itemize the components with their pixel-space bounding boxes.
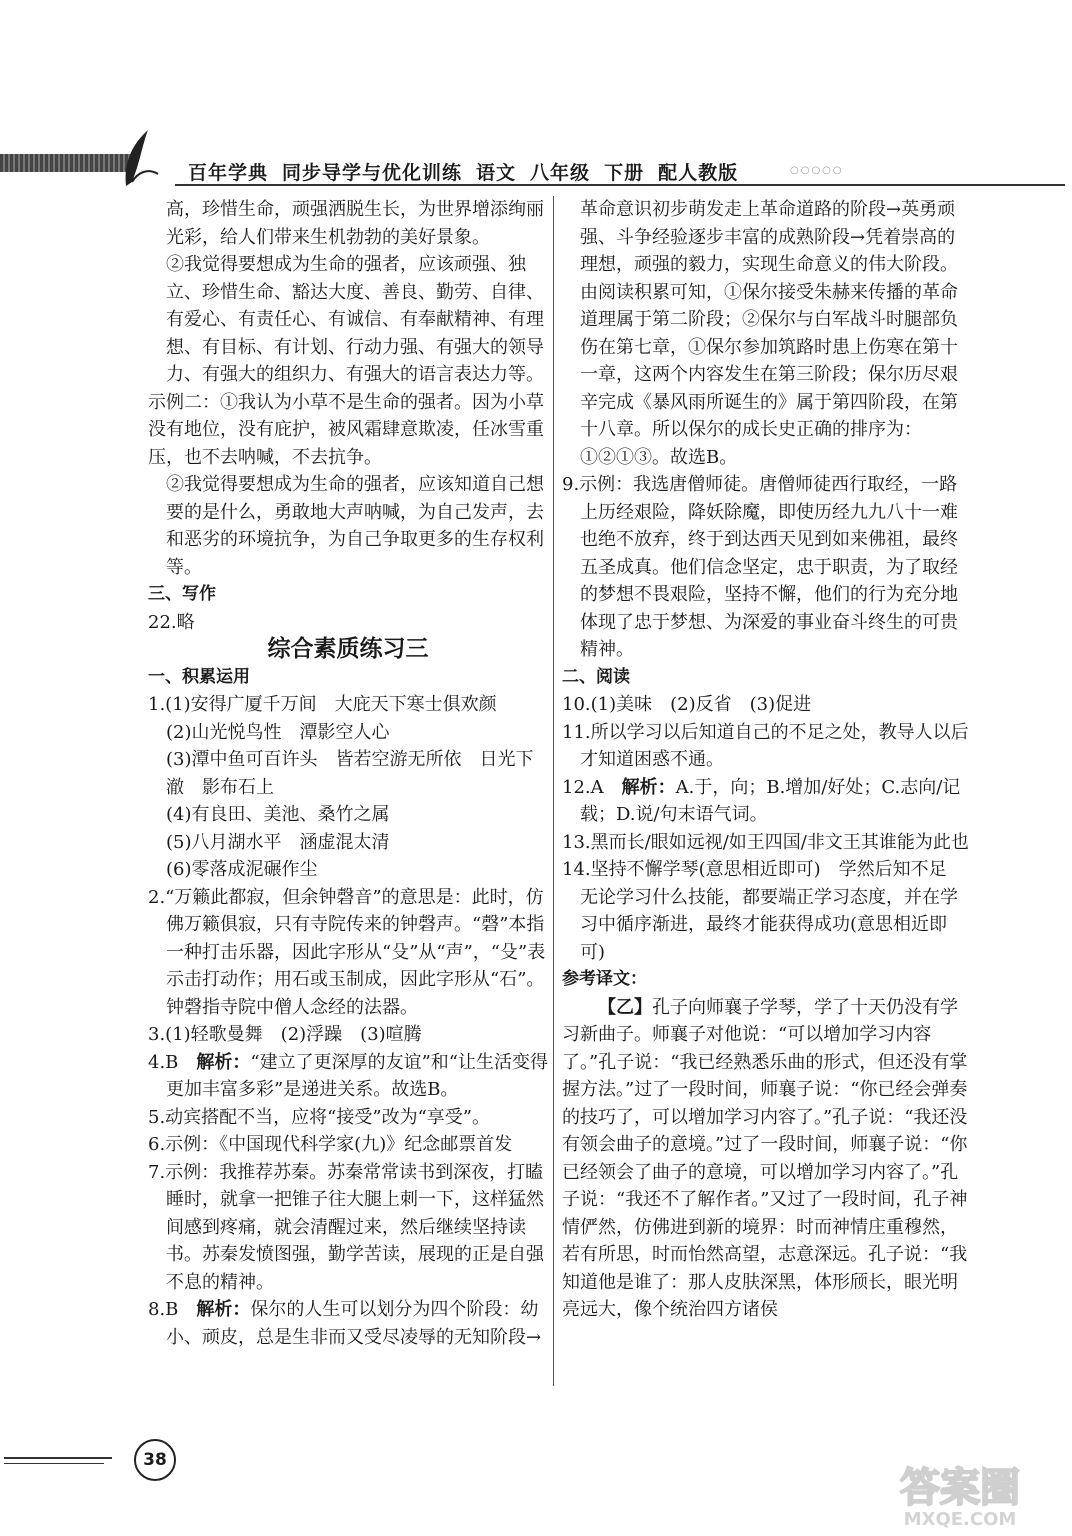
section-heading: 一、积累运用 — [148, 666, 250, 687]
answer-text: ②我觉得要想成为生命的强者，应该顽强、独立、珍惜生命、豁达大度、善良、勤劳、自律、有爱心、有责任心、有诚信、有奉献精神、有理想、有目标、有计划、行动力强、有强大的领导力、有强大的组织力、有强大的语言表达力等。 — [166, 254, 544, 385]
answer-subitem: (4)有良田、美池、桑竹之属 — [166, 804, 390, 825]
answer-item: 10.(1)美味 (2)反省 (3)促进 — [562, 694, 812, 715]
reference-text: 孔子向师襄子学琴，学了十天仍没有学习新曲子。师襄子对他说：“可以增加学习内容了。”孔子说：“我已经熟悉乐曲的形式，但还没有掌握方法。”过了一段时间，师襄子说：“你已经会弹奏的技巧了，可以增加学习内容了。”孔子说：“我还没有领会曲子的意境。”过了一段时间，师襄子说：“你已经领会了曲子的意境，可以增加学习内容了。”孔子说：“我还不了解作者。”又过了一段时间，孔子神情俨然，仿佛进到新的境界：时而神情庄重穆然，若有所思，时而怡然高望，志意深远。孔子说：“我知道他是谁了：那人皮肤深黑，体形颀长，眼光明亮远大，像个统治四方诸侯 — [562, 996, 968, 1320]
svg-text:答案圈: 答案圈 — [900, 1465, 1020, 1511]
section-heading: 三、写作 — [148, 584, 216, 604]
page-number: 38 — [134, 1439, 176, 1481]
analysis-label: 解析： — [196, 1051, 251, 1073]
header-subject: 语文 — [476, 162, 517, 184]
answer-text: 示例二：①我认为小草不是生命的强者。因为小草没有地位，没有庇护，被风霜肆意欺凌，任冰雪重压，也不去呐喊，不去抗争。 — [148, 391, 544, 468]
header-rule — [175, 184, 1065, 186]
right-column — [562, 196, 972, 1324]
answer-item — [148, 1049, 548, 1104]
answer-item — [562, 774, 972, 829]
answer-item — [148, 1296, 548, 1351]
header-series: 同步导学与优化训练 — [282, 162, 463, 184]
answer-subitem: (5)八月湖水平 涵虚混太清 — [166, 831, 390, 853]
answer-item: 2.“万籁此都寂，但余钟磬音”的意思是：此时，仿佛万籁俱寂，只有寺院传来的钟磬声。“磬”本指一种打击乐器，因此字形从“殳”从“声”，“殳”表示击打动作；用石或玉制成，因此字形从“石”。钟磬指寺院中僧人念经的法器。 — [148, 886, 546, 1018]
analysis-text: “建立了更深厚的友谊”和“让生活变得更加丰富多彩”是递进关系。故选B。 — [166, 1051, 549, 1100]
analysis-text: 保尔的人生可以划分为四个阶段：幼小、顽皮，总是生非而又受尽凌辱的无知阶段→ — [166, 1299, 542, 1348]
analysis-label: 解析： — [196, 1299, 251, 1320]
answer-item: 9.示例：我选唐僧师徒。唐僧师徒西行取经，一路上历经艰险，降妖除魔，即使历经九九八十一难也绝不放弃，终于到达西天见到如来佛祖，最终五圣成真。他们信念坚定，忠于职责，为了取经的梦想不畏艰险，坚持不懈，他们的行为充分地体现了忠于梦想、为深爱的事业奋斗终生的可贵精神。 — [562, 474, 958, 660]
header-stripe — [0, 154, 130, 172]
answer-item: 14.坚持不懈学琴(意思相近即可) 学然后知不足 无论学习什么技能，都要端正学习态度，并在学习中循序渐进，最终才能获得成功(意思相近即可) — [562, 859, 965, 963]
quill-pen-icon — [118, 128, 162, 188]
answer-text: ②我觉得要想成为生命的强者，应该知道自己想要的是什么，勇敢地大声呐喊，为自己发声，去和恶劣的环境抗争，为自己争取更多的生存权利等。 — [166, 474, 544, 578]
reference-translation — [562, 994, 972, 1324]
answer-item: 5.动宾搭配不当，应将“接受”改为“享受”。 — [148, 1106, 490, 1128]
analysis-text: A.于，向；B.增加/好处；C.志向/记载；D.说/句末语气词。 — [580, 776, 961, 825]
reference-heading: 参考译文： — [562, 969, 647, 989]
answer-item: 22.略 — [148, 611, 195, 633]
header-dots: ○○○○○ — [790, 165, 844, 176]
analysis-label: 解析： — [621, 776, 676, 798]
analysis-continued: 革命意识初步萌发走上革命道路的阶段→英勇顽强、斗争经验逐步丰富的成熟阶段→凭着崇高的理想，顽强的毅力，实现生命意义的伟大阶段。由阅读积累可知，①保尔接受朱赫来传播的革命道理属于第二阶段；②保尔与白军战斗时腿部负伤在第七章，①保尔参加筑路时患上伤寒在第十一章，这两个内容发生在第三阶段；保尔历尽艰辛完成《暴风雨所诞生的》属于第四阶段，在第十八章。所以保尔的成长史正确的排序为：①②①③。故选B。 — [580, 199, 958, 468]
answer-number: 4.B — [148, 1051, 179, 1073]
header-brand: 百年学典 — [188, 162, 269, 184]
answer-subitem: (3)潭中鱼可百许头 皆若空游无所依 日光下澈 影布石上 — [166, 749, 534, 798]
left-column — [148, 196, 548, 1351]
answer-subitem: (6)零落成泥碾作尘 — [166, 859, 318, 880]
answer-item: 11.所以学习以后知道自己的不足之处，教导人以后才知道困惑不通。 — [562, 721, 969, 770]
footer-rule — [4, 1457, 112, 1459]
answer-item: 13.黑而长/眼如远视/如王四国/非文王其谁能为此也 — [562, 831, 969, 853]
answer-number: 8.B — [148, 1299, 179, 1320]
answer-item: 7.示例：我推荐苏秦。苏秦常常读书到深夜，打瞌睡时，就拿一把锥子往大腿上刺一下，这样猛然间感到疼痛，就会清醒过来，然后继续坚持读书。苏秦发愤图强，勤学苦读，展现的正是自强不息的精神。 — [148, 1161, 544, 1293]
header-grade: 八年级 — [530, 162, 591, 184]
section-heading: 二、阅读 — [562, 666, 630, 687]
answer-subitem: (2)山光悦鸟性 潭影空人心 — [166, 721, 390, 743]
answer-text: 高，珍惜生命，顽强洒脱生长，为世界增添绚丽光彩，给人们带来生机勃勃的美好景象。 — [166, 199, 544, 248]
page-header — [0, 128, 1072, 188]
answer-item: 1.(1)安得广厦千万间 大庇天下寒士俱欢颜 — [148, 694, 497, 715]
page-title: 综合素质练习三 — [267, 636, 429, 662]
header-edition: 配人教版 — [658, 162, 739, 184]
header-title — [188, 158, 752, 185]
answer-item: 3.(1)轻歌曼舞 (2)浮躁 (3)喧腾 — [148, 1024, 422, 1045]
watermark-logo — [860, 1455, 1060, 1531]
svg-text:MXQE.COM: MXQE.COM — [903, 1509, 1017, 1530]
answer-number: 12.A — [562, 776, 604, 798]
answer-item: 6.示例：《中国现代科学家(九)》纪念邮票首发 — [148, 1134, 513, 1155]
header-volume: 下册 — [604, 162, 645, 184]
footer-rule — [4, 1463, 104, 1464]
page-footer — [0, 1435, 200, 1485]
column-divider — [553, 196, 554, 1386]
reference-tag: 【乙】 — [598, 996, 652, 1018]
